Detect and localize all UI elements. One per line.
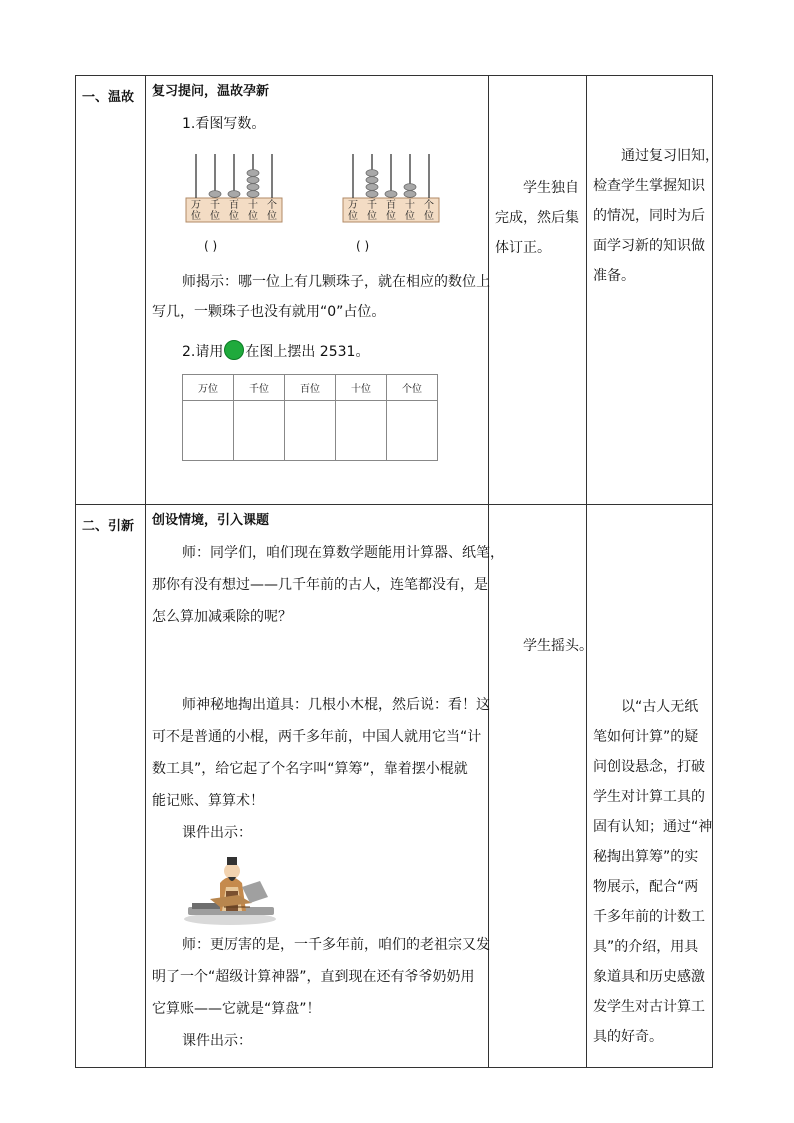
answer-blank-b[interactable]: ( )	[356, 239, 370, 253]
place-header-shi: 十位	[336, 375, 387, 401]
abacus-place-label: 位	[386, 211, 396, 222]
intent-line-5: 准备。	[593, 268, 635, 284]
intent-line-4: 面学习新的知识做	[593, 238, 705, 254]
student-line-2: 完成，然后集	[495, 210, 579, 226]
abacus-place-label: 位	[248, 211, 258, 222]
design-intent-2	[587, 505, 712, 1067]
intent-line-9: 具”的介绍，用具	[593, 939, 699, 955]
ancient-scholar-counting-rods-image	[180, 851, 280, 927]
intent-line-2: 检查学生掌握知识	[593, 178, 705, 194]
student-activity-2	[489, 505, 593, 1067]
design-intent-1	[587, 76, 719, 504]
answer-blank-a[interactable]: ( )	[204, 239, 218, 253]
abacus-place-label: 个	[267, 200, 277, 211]
courseware-label-1: 课件出示：	[182, 825, 252, 841]
place-cell-shi[interactable]	[336, 401, 387, 461]
abacus-bead	[366, 170, 378, 177]
abacus-bead	[247, 177, 259, 184]
abacus-place-label: 十	[405, 200, 415, 211]
dialog-line-8: 师：更厉害的是，一千多年前，咱们的老祖宗又发	[182, 937, 490, 953]
intent-line-2: 笔如何计算”的疑	[593, 729, 699, 745]
abacus-figure-a	[184, 152, 284, 224]
teacher-note-line-1: 师揭示：哪一位上有几颗珠子，就在相应的数位上	[182, 274, 490, 290]
abacus-place-label: 位	[367, 211, 377, 222]
abacus-bead	[247, 184, 259, 191]
dialog-line-2: 那你有没有想过——几千年前的古人，连笔都没有，是	[152, 577, 488, 593]
intent-line-7: 物展示，配合“两	[593, 879, 699, 895]
abacus-place-label: 千	[210, 200, 220, 211]
stage-label: 一、温故	[82, 90, 135, 105]
place-header-ge: 个位	[387, 375, 438, 401]
intent-line-8: 千多年前的计数工	[593, 909, 705, 925]
abacus-place-label: 千	[367, 200, 377, 211]
question-2-after: 在图上摆出 2531。	[245, 344, 370, 360]
abacus-place-label: 位	[348, 211, 358, 222]
section-heading: 复习提问，温故孕新	[152, 84, 270, 99]
abacus-bead	[404, 184, 416, 191]
section-heading: 创设情境，引入课题	[152, 513, 270, 528]
intent-line-5: 固有认知；通过“神	[593, 819, 713, 835]
student-activity-1	[489, 76, 586, 504]
dialog-line-9: 明了一个“超级计算神器”，直到现在还有爷爷奶奶用	[152, 969, 475, 985]
dialog-line-7: 能记账、算算术！	[152, 793, 264, 809]
abacus-place-label: 百	[229, 200, 239, 211]
abacus-place-label: 位	[424, 211, 434, 222]
dialog-line-3: 怎么算加减乘除的呢？	[152, 609, 292, 625]
intent-line-3: 问创设悬念，打破	[593, 759, 705, 775]
intent-line-6: 秘掏出算筹”的实	[593, 849, 699, 865]
place-header-bai: 百位	[285, 375, 336, 401]
abacus-bead	[228, 191, 240, 198]
abacus-bead	[366, 177, 378, 184]
dialog-line-4: 师神秘地掏出道具：几根小木棍，然后说：看！这	[182, 697, 490, 713]
intent-line-3: 的情况，同时为后	[593, 208, 705, 224]
student-line-3: 体订正。	[495, 240, 551, 256]
abacus-place-label: 十	[248, 200, 258, 211]
student-line-1: 学生独自	[523, 180, 579, 196]
intent-line-1: 以“古人无纸	[621, 699, 699, 715]
intent-line-12: 具的好奇。	[593, 1029, 663, 1045]
abacus-place-label: 百	[386, 200, 396, 211]
place-header-qian: 千位	[234, 375, 285, 401]
question-2	[182, 336, 369, 368]
place-value-table	[182, 374, 438, 461]
intent-line-1: 通过复习旧知，	[621, 148, 719, 164]
abacus-bead	[209, 191, 221, 198]
abacus-place-label: 位	[191, 211, 201, 222]
place-header-wan: 万位	[183, 375, 234, 401]
dialog-line-1: 师：同学们，咱们现在算数学题能用计算器、纸笔，	[182, 545, 504, 561]
place-cell-qian[interactable]	[234, 401, 285, 461]
abacus-bead	[247, 170, 259, 177]
dialog-line-6: 数工具”，给它起了个名字叫“算筹”，靠着摆小棍就	[152, 761, 468, 777]
abacus-figure-b	[341, 152, 441, 224]
green-bead-icon	[224, 340, 244, 360]
introduce-content	[146, 505, 504, 1067]
intent-line-4: 学生对计算工具的	[593, 789, 705, 805]
section-review-row	[76, 76, 713, 505]
student-response: 学生摇头。	[523, 638, 593, 654]
abacus-place-label: 位	[267, 211, 277, 222]
abacus-bead	[404, 191, 416, 198]
section-introduce-row	[76, 505, 713, 1068]
intent-line-11: 发学生对古计算工	[593, 999, 705, 1015]
dialog-line-5: 可不是普通的小棍，两千多年前，中国人就用它当“计	[152, 729, 482, 745]
abacus-place-label: 位	[229, 211, 239, 222]
intent-line-10: 象道具和历史感激	[593, 969, 705, 985]
abacus-place-label: 万	[191, 200, 201, 211]
abacus-place-label: 位	[405, 211, 415, 222]
courseware-label-2: 课件出示：	[182, 1033, 252, 1049]
question-1: 1.看图写数。	[182, 116, 266, 132]
teacher-note-line-2: 写几，一颗珠子也没有就用“0”占位。	[152, 304, 386, 320]
lesson-plan-table	[75, 75, 719, 1068]
place-cell-bai[interactable]	[285, 401, 336, 461]
place-cell-ge[interactable]	[387, 401, 438, 461]
review-content	[146, 76, 488, 504]
abacus-bead	[247, 191, 259, 198]
stage-label: 二、引新	[82, 519, 135, 534]
question-2-before: 2.请用	[182, 344, 224, 360]
abacus-place-label: 个	[424, 200, 434, 211]
abacus-bead	[385, 191, 397, 198]
abacus-place-label: 万	[348, 200, 358, 211]
place-cell-wan[interactable]	[183, 401, 234, 461]
dialog-line-10: 它算账——它就是“算盘”！	[152, 1001, 321, 1017]
abacus-bead	[366, 184, 378, 191]
abacus-place-label: 位	[210, 211, 220, 222]
abacus-bead	[366, 191, 378, 198]
